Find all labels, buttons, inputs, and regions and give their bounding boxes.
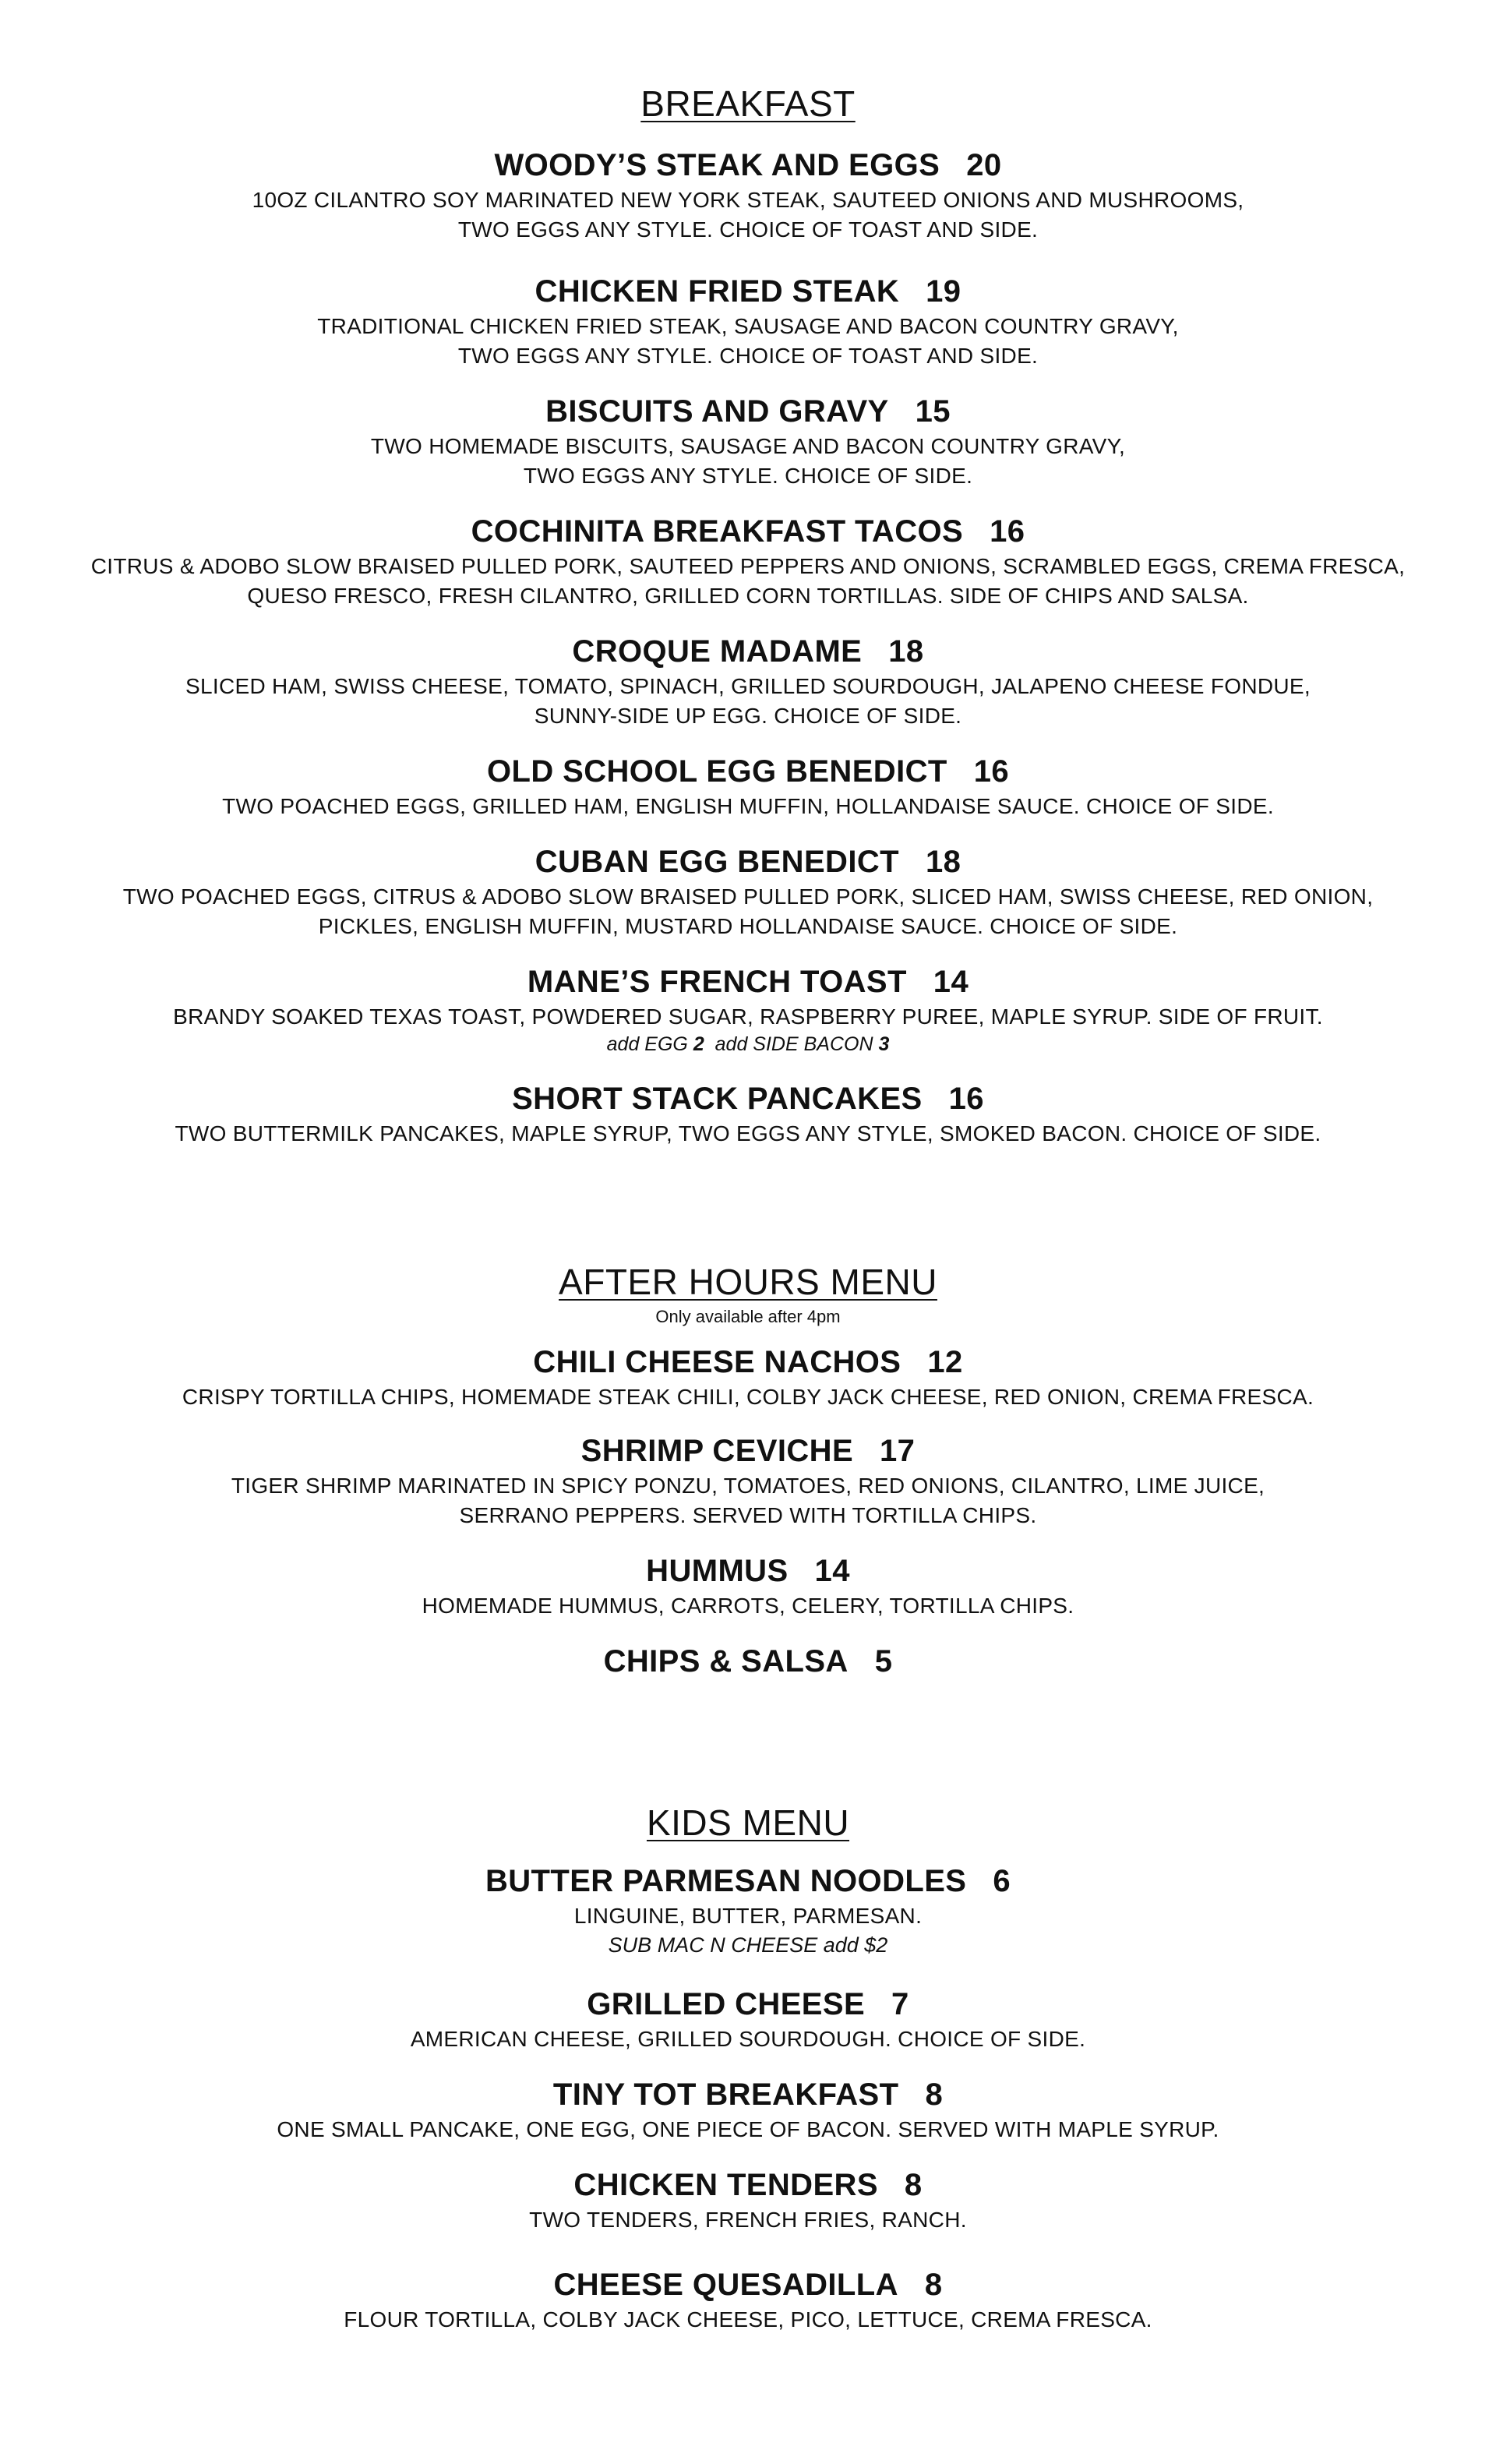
item-price: 8 [904,2168,923,2202]
item-description: 10OZ CILANTRO SOY MARINATED NEW YORK STEAK, SAUTEED ONIONS AND MUSHROOMS, [252,188,1244,212]
item-name: OLD SCHOOL EGG BENEDICT [486,754,947,789]
item-price: 16 [973,754,1010,789]
item-description: QUESO FRESCO, FRESH CILANTRO, GRILLED CORN TORTILLAS. SIDE OF CHIPS AND SALSA. [247,584,1249,608]
item-name: SHRIMP CEVICHE [580,1434,854,1468]
menu-item [0,631,1496,731]
item-description: TWO EGGS ANY STYLE. CHOICE OF TOAST AND SIDE. [457,344,1039,368]
item-description: TWO POACHED EGGS, CITRUS & ADOBO SLOW BRAISED PULLED PORK, SLICED HAM, SWISS CHEESE, RED ONION, [122,884,1374,909]
item-price: 8 [924,2268,943,2302]
item-description: TWO POACHED EGGS, GRILLED HAM, ENGLISH MUFFIN, HOLLANDAISE SAUCE. CHOICE OF SIDE. [222,794,1274,818]
item-name: TINY TOT BREAKFAST [552,2077,899,2112]
item-description: TWO EGGS ANY STYLE. CHOICE OF TOAST AND SIDE. [457,217,1039,242]
item-price: 20 [966,148,1002,182]
item-name: COCHINITA BREAKFAST TACOS [471,514,964,549]
item-description: TRADITIONAL CHICKEN FRIED STEAK, SAUSAGE AND BACON COUNTRY GRAVY, [317,314,1179,338]
item-description: SERRANO PEPPERS. SERVED WITH TORTILLA CHIPS. [459,1503,1037,1527]
item-price: 8 [925,2077,944,2112]
menu-item [0,1641,1496,1682]
after-hours-note: Only available after 4pm [655,1307,841,1326]
item-description: SLICED HAM, SWISS CHEESE, TOMATO, SPINACH, GRILLED SOURDOUGH, JALAPENO CHEESE FONDUE, [185,674,1311,698]
item-name: CHEESE QUESADILLA [553,2268,898,2302]
item-description: SUNNY-SIDE UP EGG. CHOICE OF SIDE. [534,704,962,728]
breakfast-title: BREAKFAST [640,83,856,124]
menu-item [0,1431,1496,1530]
item-price: 7 [891,1987,909,2021]
item-price: 16 [990,514,1025,549]
item-name: MANE’S FRENCH TOAST [527,965,907,999]
item-addon: SUB MAC N CHEESE add $2 [608,1933,888,1957]
menu-item [0,145,1496,245]
item-price: 5 [874,1644,893,1679]
menu-item [0,391,1496,491]
menu-item [0,1078,1496,1149]
item-description: TWO TENDERS, FRENCH FRIES, RANCH. [529,2208,967,2232]
item-description: TWO HOMEMADE BISCUITS, SAUSAGE AND BACON COUNTRY GRAVY, [370,434,1126,458]
item-price: 19 [926,274,961,309]
item-name: CHICKEN TENDERS [573,2168,878,2202]
item-price: 16 [948,1082,984,1116]
menu-item [0,2074,1496,2145]
item-name: CHICKEN FRIED STEAK [535,274,900,309]
menu-item [0,2165,1496,2235]
item-description: TWO BUTTERMILK PANCAKES, MAPLE SYRUP, TWO EGGS ANY STYLE, SMOKED BACON. CHOICE OF SIDE. [175,1121,1321,1146]
item-name: SHORT STACK PANCAKES [512,1082,923,1116]
menu-item [0,962,1496,1057]
menu-item [0,1861,1496,1959]
menu-item [0,511,1496,611]
item-price: 17 [880,1434,916,1468]
item-price: 15 [915,394,951,429]
item-description: FLOUR TORTILLA, COLBY JACK CHEESE, PICO, LETTUCE, CREMA FRESCA. [344,2307,1152,2332]
menu-item [0,1342,1496,1412]
breakfast-section [0,81,1496,1146]
item-name: CHIPS & SALSA [603,1644,849,1679]
item-price: 12 [927,1345,963,1379]
item-name: BUTTER PARMESAN NOODLES [485,1864,967,1898]
after-hours-section [0,1259,1496,1679]
item-name: CHILI CHEESE NACHOS [533,1345,901,1379]
item-name: CROQUE MADAME [572,634,863,669]
addon-label: add SIDE BACON [714,1033,873,1055]
item-price: 18 [925,845,961,879]
menu-item [0,1551,1496,1621]
menu-item [0,1984,1496,2054]
addon-price: 2 [693,1033,704,1055]
item-description: CITRUS & ADOBO SLOW BRAISED PULLED PORK, SAUTEED PEPPERS AND ONIONS, SCRAMBLED EGGS, CREMA FRESCA, [90,554,1406,578]
item-price: 6 [993,1864,1011,1898]
addon-price: 3 [878,1033,890,1055]
item-price: 14 [814,1554,850,1588]
item-description: TWO EGGS ANY STYLE. CHOICE OF SIDE. [523,464,973,488]
item-name: GRILLED CHEESE [587,1987,866,2021]
item-description: ONE SMALL PANCAKE, ONE EGG, ONE PIECE OF BACON. SERVED WITH MAPLE SYRUP. [277,2117,1219,2141]
item-description: LINGUINE, BUTTER, PARMESAN. [573,1904,923,1928]
item-addons [0,1032,1496,1057]
kids-title: KIDS MENU [646,1802,850,1843]
menu-item [0,271,1496,371]
item-name: WOODY’S STEAK AND EGGS [494,148,940,182]
item-name: CUBAN EGG BENEDICT [535,845,899,879]
item-price: 18 [888,634,924,669]
item-description: TIGER SHRIMP MARINATED IN SPICY PONZU, TOMATOES, RED ONIONS, CILANTRO, LIME JUICE, [231,1474,1265,1498]
item-description: AMERICAN CHEESE, GRILLED SOURDOUGH. CHOICE OF SIDE. [410,2027,1086,2051]
menu-item [0,2265,1496,2335]
item-price: 14 [933,965,969,999]
item-description: PICKLES, ENGLISH MUFFIN, MUSTARD HOLLANDAISE SAUCE. CHOICE OF SIDE. [318,914,1178,938]
item-description: CRISPY TORTILLA CHIPS, HOMEMADE STEAK CHILI, COLBY JACK CHEESE, RED ONION, CREMA FRESCA. [182,1385,1314,1409]
kids-section [0,1800,1496,2332]
menu-item [0,751,1496,821]
item-description: HOMEMADE HUMMUS, CARROTS, CELERY, TORTILLA CHIPS. [422,1594,1074,1618]
addon-label: add EGG [606,1033,688,1055]
menu-item [0,842,1496,941]
item-name: BISCUITS AND GRAVY [545,394,889,429]
item-name: HUMMUS [646,1554,789,1588]
after-hours-title: AFTER HOURS MENU [559,1262,937,1302]
item-description: BRANDY SOAKED TEXAS TOAST, POWDERED SUGAR, RASPBERRY PUREE, MAPLE SYRUP. SIDE OF FRUIT. [173,1004,1323,1029]
